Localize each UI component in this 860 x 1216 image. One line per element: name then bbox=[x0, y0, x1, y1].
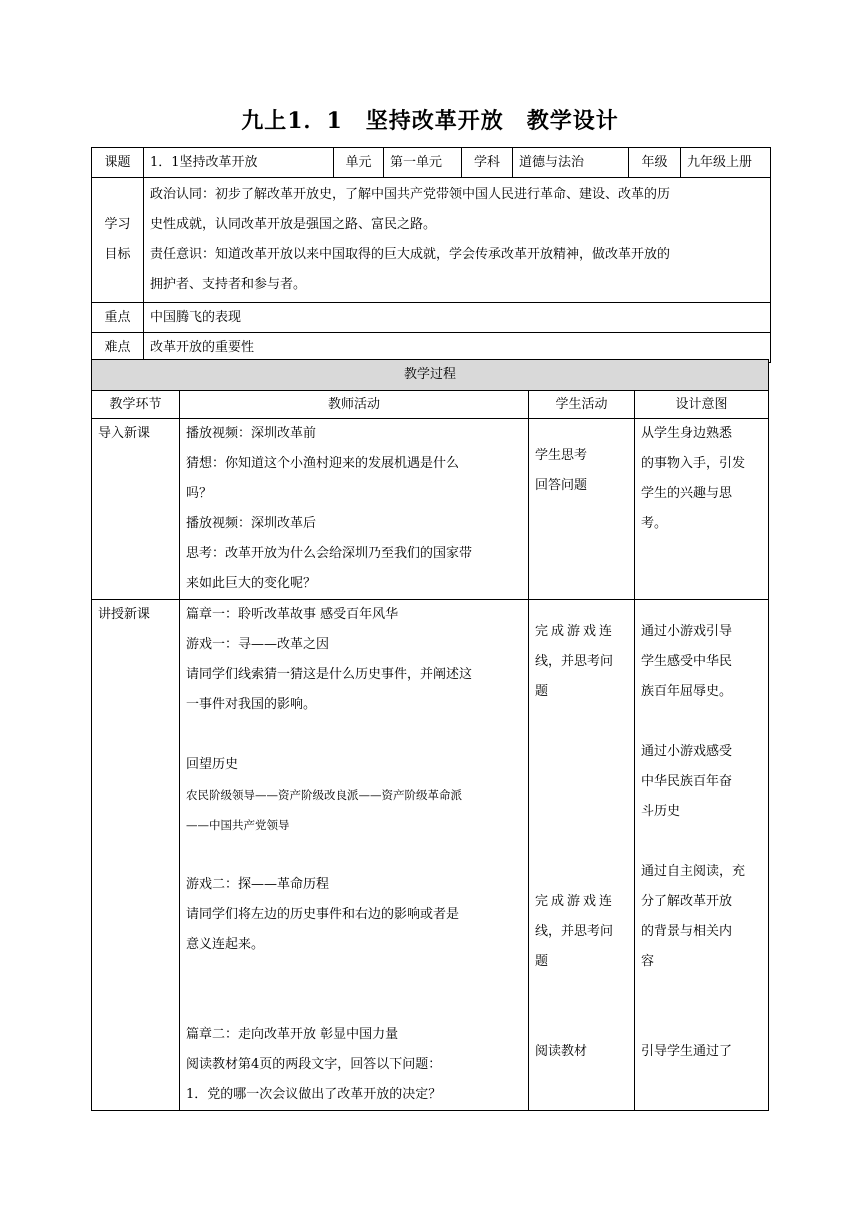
objective-line: 责任意识：知道改革开放以来中国取得的巨大成就，学会传承改革开放精神，做改革开放的 bbox=[150, 247, 671, 262]
student-line: 完成游戏连 bbox=[535, 624, 616, 639]
objectives-label-line-2: 目标 bbox=[104, 247, 131, 262]
intent-line: 通过小游戏感受 bbox=[641, 744, 733, 759]
teacher-line: 篇章二：走向改革开放 彰显中国力量 bbox=[186, 1027, 399, 1042]
teacher-line: 来如此巨大的变化呢？ bbox=[186, 576, 317, 591]
col-header-student: 学生活动 bbox=[529, 391, 635, 419]
intent-line: 通过小游戏引导 bbox=[641, 624, 733, 639]
grade-label: 年级 bbox=[629, 148, 681, 178]
intent-line: 的背景与相关内 bbox=[641, 924, 733, 939]
student-line: 线，并思考问 bbox=[535, 924, 614, 939]
intent-line: 族百年屈辱史。 bbox=[641, 684, 733, 699]
difficulty-label: 难点 bbox=[92, 333, 144, 363]
objective-line: 政治认同：初步了解改革开放史，了解中国共产党带领中国人民进行革命、建设、改革的历 bbox=[150, 187, 671, 202]
student-line: 线，并思考问 bbox=[535, 654, 614, 669]
key-point-value: 中国腾飞的表现 bbox=[144, 303, 771, 333]
intent-line: 容 bbox=[641, 954, 655, 969]
intent-line: 学生感受中华民 bbox=[641, 654, 733, 669]
design-intent-intro bbox=[635, 419, 769, 600]
teacher-line: 思考：改革开放为什么会给深圳乃至我们的国家带 bbox=[186, 546, 473, 561]
stage-label: 导入新课 bbox=[98, 426, 151, 441]
intent-line: 中华民族百年奋 bbox=[641, 774, 733, 789]
teacher-line: 请同学们将左边的历史事件和右边的影响或者是 bbox=[186, 907, 460, 922]
unit-label: 单元 bbox=[334, 148, 384, 178]
objective-line: 拥护者、支持者和参与者。 bbox=[150, 277, 307, 292]
intent-line: 引导学生通过了 bbox=[641, 1044, 733, 1059]
teacher-line-small: 农民阶级领导——资产阶级改良派——资产阶级革命派 bbox=[186, 788, 462, 802]
subject-label: 学科 bbox=[462, 148, 513, 178]
lesson-label: 课题 bbox=[92, 148, 144, 178]
student-line: 阅读教材 bbox=[535, 1044, 588, 1059]
objectives-text bbox=[144, 178, 771, 303]
intent-line: 的事物入手，引发 bbox=[641, 456, 746, 471]
col-header-intent: 设计意图 bbox=[635, 391, 769, 419]
teacher-line: 播放视频：深圳改革后 bbox=[186, 516, 317, 531]
teaching-process-table bbox=[91, 359, 769, 1111]
student-activity-new-lesson bbox=[529, 600, 635, 1111]
student-activity-intro bbox=[529, 419, 635, 600]
teacher-line: 一事件对我国的影响。 bbox=[186, 697, 317, 712]
stage-intro bbox=[92, 419, 180, 600]
student-line: 题 bbox=[535, 954, 549, 969]
difficulty-value: 改革开放的重要性 bbox=[144, 333, 771, 363]
objectives-label-line-1: 学习 bbox=[104, 217, 131, 232]
intent-line: 学生的兴趣与思 bbox=[641, 486, 733, 501]
teacher-line: 吗？ bbox=[186, 486, 213, 501]
process-heading: 教学过程 bbox=[92, 360, 769, 391]
lesson-info-table bbox=[91, 147, 771, 363]
unit-value: 第一单元 bbox=[384, 148, 462, 178]
student-line: 学生思考 bbox=[535, 448, 588, 463]
lesson-value: 1．1坚持改革开放 bbox=[144, 148, 334, 178]
intent-line: 从学生身边熟悉 bbox=[641, 426, 733, 441]
teacher-line: 意义连起来。 bbox=[186, 937, 265, 952]
stage-new-lesson bbox=[92, 600, 180, 1111]
intent-line: 分了解改革开放 bbox=[641, 894, 733, 909]
teacher-line-small: ——中国共产党领导 bbox=[186, 818, 290, 832]
col-header-teacher: 教师活动 bbox=[180, 391, 529, 419]
teacher-line: 猜想：你知道这个小渔村迎来的发展机遇是什么 bbox=[186, 456, 460, 471]
teacher-line: 回望历史 bbox=[186, 757, 239, 772]
teacher-activity-new-lesson bbox=[180, 600, 529, 1111]
teacher-line: 游戏一：寻——改革之因 bbox=[186, 637, 330, 652]
student-line: 完成游戏连 bbox=[535, 894, 616, 909]
objectives-label bbox=[92, 178, 144, 303]
page-title: 九上1．1 坚持改革开放 教学设计 bbox=[241, 108, 619, 134]
intent-line: 考。 bbox=[641, 516, 668, 531]
student-line: 回答问题 bbox=[535, 478, 588, 493]
stage-label: 讲授新课 bbox=[98, 607, 151, 622]
grade-value: 九年级上册 bbox=[681, 148, 771, 178]
teacher-activity-intro bbox=[180, 419, 529, 600]
intent-line: 斗历史 bbox=[641, 804, 681, 819]
col-header-stage: 教学环节 bbox=[92, 391, 180, 419]
teacher-line: 阅读教材第4页的两段文字，回答以下问题： bbox=[186, 1057, 442, 1072]
key-point-label: 重点 bbox=[92, 303, 144, 333]
student-line: 题 bbox=[535, 684, 549, 699]
design-intent-new-lesson bbox=[635, 600, 769, 1111]
teacher-line: 播放视频：深圳改革前 bbox=[186, 426, 317, 441]
teacher-line: 1．党的哪一次会议做出了改革开放的决定？ bbox=[186, 1087, 442, 1102]
subject-value: 道德与法治 bbox=[513, 148, 629, 178]
teacher-line: 游戏二：探——革命历程 bbox=[186, 877, 330, 892]
intent-line: 通过自主阅读，充 bbox=[641, 864, 746, 879]
objective-line: 史性成就，认同改革开放是强国之路、富民之路。 bbox=[150, 217, 437, 232]
teacher-line: 请同学们线索猜一猜这是什么历史事件，并阐述这 bbox=[186, 667, 473, 682]
teacher-line: 篇章一：聆听改革故事 感受百年风华 bbox=[186, 607, 399, 622]
